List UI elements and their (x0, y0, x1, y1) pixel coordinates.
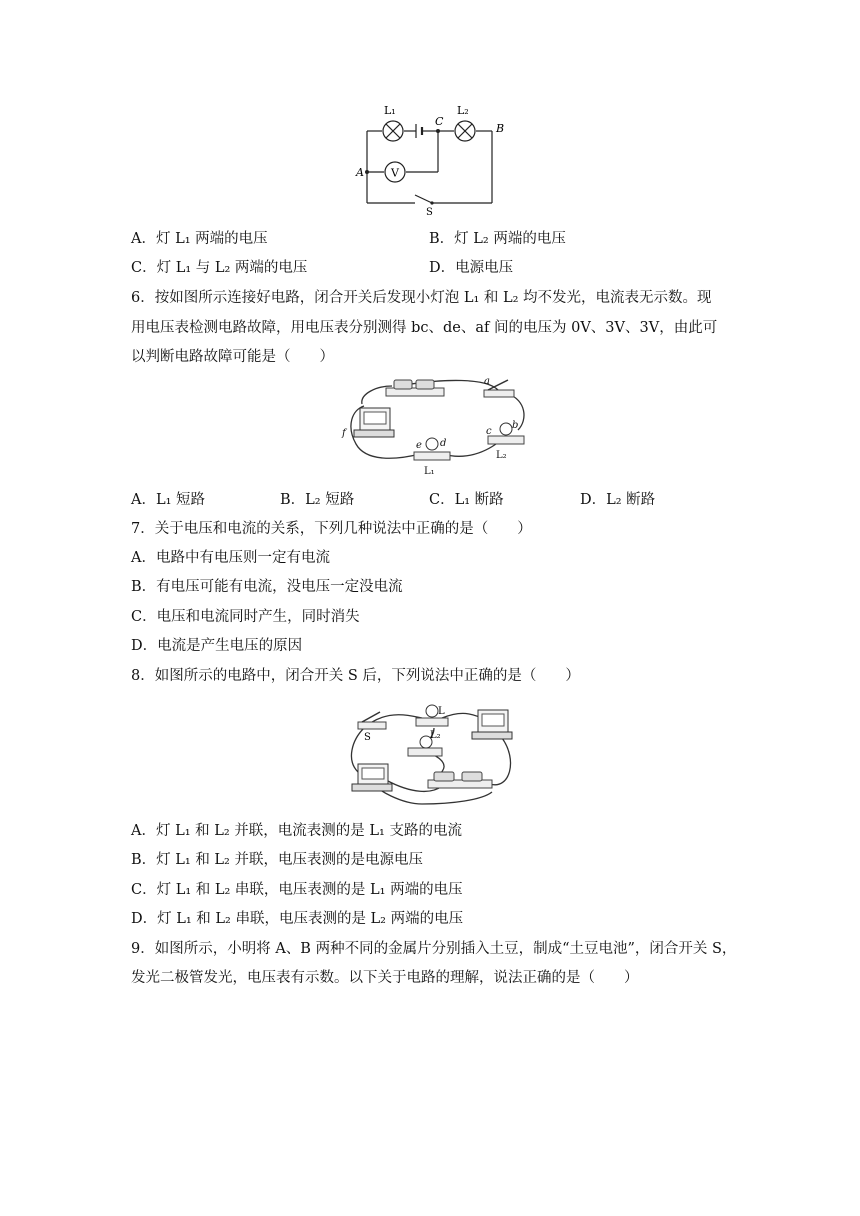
q6-option-a[interactable]: A．L₁ 短路 (131, 492, 206, 508)
battery-box-icon (428, 772, 492, 788)
label-S: S (426, 207, 433, 218)
label-b: b (512, 420, 519, 431)
q6-option-d[interactable]: D．L₂ 断路 (580, 492, 656, 508)
label-f: f (342, 428, 346, 439)
label-d: d (440, 438, 447, 449)
lamp-L2-icon (455, 121, 475, 141)
label-C: C (435, 115, 444, 128)
label-B: B (496, 122, 505, 135)
q8-option-c[interactable]: C．灯 L₁ 和 L₂ 串联，电压表测的是 L₁ 两端的电压 (131, 882, 463, 898)
q5-option-d[interactable]: D．电源电压 (429, 260, 514, 276)
label-L1: L₁ (424, 466, 435, 477)
lamp-L2-icon (488, 423, 524, 444)
q9-stem-line1: 9．如图所示，小明将 A、B 两种不同的金属片分别插入土豆，制成“土豆电池”，闭合开关 S， (131, 941, 737, 957)
label-a: a (484, 376, 490, 387)
label-L2: L₂ (457, 104, 469, 117)
switch-icon (358, 712, 386, 729)
q8-option-b[interactable]: B．灯 L₁ 和 L₂ 并联，电压表测的是电源电压 (131, 852, 423, 868)
q7-option-b[interactable]: B．有电压可能有电流，没电压一定没电流 (131, 579, 403, 595)
q9-stem-line2: 发光二极管发光，电压表有示数。以下关于电路的理解，说法正确的是（ ） (131, 970, 639, 986)
q6-stem-line3: 以判断电路故障可能是（ ） (131, 349, 334, 365)
q8-stem: 8．如图所示的电路中，闭合开关 S 后，下列说法中正确的是（ ） (131, 668, 580, 684)
lamp-L1-icon (383, 121, 403, 141)
label-L1: L₁ (384, 104, 396, 117)
voltmeter-icon (352, 764, 392, 791)
q5-option-a[interactable]: A．灯 L₁ 两端的电压 (131, 231, 268, 247)
circuit-diagram-q5 (340, 98, 520, 218)
q5-option-b[interactable]: B．灯 L₂ 两端的电压 (429, 231, 566, 247)
label-L2: L₂ (430, 730, 441, 741)
q7-option-d[interactable]: D．电流是产生电压的原因 (131, 638, 303, 654)
label-A: A (356, 166, 364, 179)
q8-option-a[interactable]: A．灯 L₁ 和 L₂ 并联，电流表测的是 L₁ 支路的电流 (131, 823, 462, 839)
voltmeter-label: V (391, 166, 399, 180)
q6-option-b[interactable]: B．L₂ 短路 (280, 492, 355, 508)
ammeter-icon (354, 408, 394, 437)
circuit-photo-q8 (342, 700, 520, 806)
circuit-photo-q6 (336, 374, 536, 480)
q8-option-d[interactable]: D．灯 L₁ 和 L₂ 串联，电压表测的是 L₂ 两端的电压 (131, 911, 464, 927)
q6-stem-line1: 6．按如图所示连接好电路，闭合开关后发现小灯泡 L₁ 和 L₂ 均不发光，电流表无示数。现 (131, 290, 712, 306)
battery-box-icon (386, 380, 444, 396)
q5-option-c[interactable]: C．灯 L₁ 与 L₂ 两端的电压 (131, 260, 308, 276)
q7-option-c[interactable]: C．电压和电流同时产生，同时消失 (131, 609, 360, 625)
label-c: c (486, 426, 492, 437)
q6-stem-line2: 用电压表检测电路故障，用电压表分别测得 bc、de、af 间的电压为 0V、3V、3V，由此可 (131, 320, 718, 336)
label-S: S (364, 732, 371, 743)
label-e: e (416, 440, 422, 451)
label-L1: L (438, 706, 445, 717)
ammeter-icon (472, 710, 512, 739)
q6-option-c[interactable]: C．L₁ 断路 (429, 492, 504, 508)
q7-option-a[interactable]: A．电路中有电压则一定有电流 (131, 550, 330, 566)
label-L2: L₂ (496, 450, 507, 461)
q7-stem: 7．关于电压和电流的关系，下列几种说法中正确的是（ ） (131, 521, 532, 537)
